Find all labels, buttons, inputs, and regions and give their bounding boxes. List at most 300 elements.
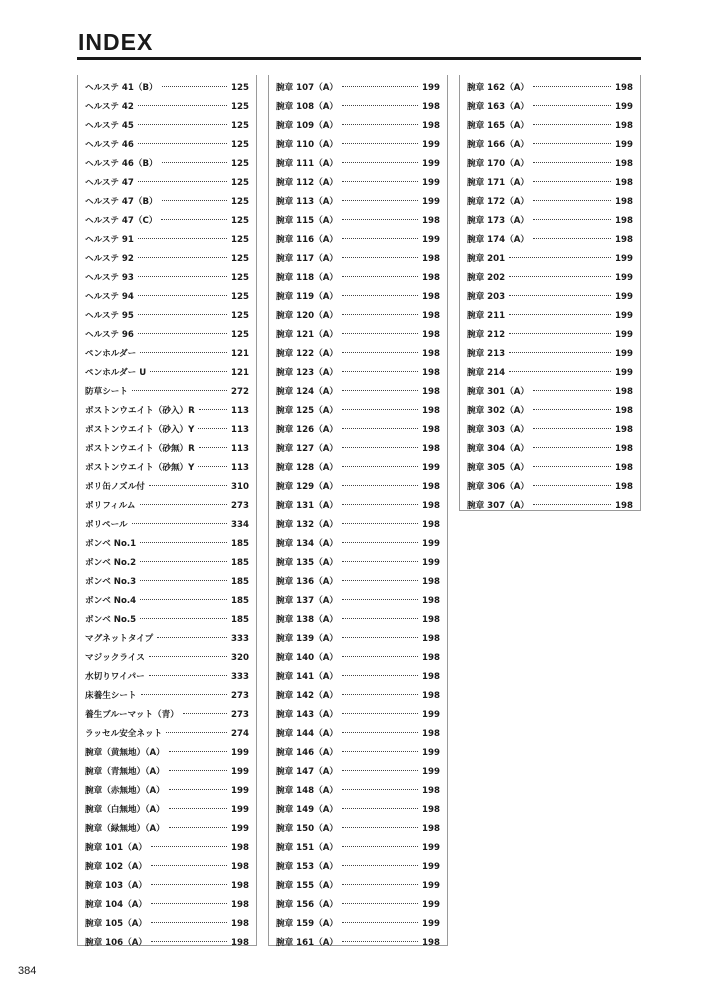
index-entry [467,383,633,402]
entry-page: 333 [231,634,249,644]
index-entry [276,535,440,554]
entry-page: 198 [615,235,633,245]
entry-page: 198 [615,197,633,207]
dot-leader [533,485,611,486]
entry-page: 198 [422,311,440,321]
index-entry [85,782,249,801]
entry-page: 198 [615,178,633,188]
entry-name: マジックライス [85,653,145,663]
index-entry [276,250,440,269]
dot-leader [342,504,418,505]
index-entry [276,402,440,421]
entry-name: ヘルステ 92 [85,254,134,264]
entry-name: 腕章 303（A） [467,425,529,435]
entry-page: 125 [231,102,249,112]
index-entry [467,231,633,250]
entry-page: 199 [422,178,440,188]
index-entry [276,136,440,155]
dot-leader [342,352,418,353]
dot-leader [169,827,227,828]
entry-name: 腕章 134（A） [276,539,338,549]
entry-name: 腕章 123（A） [276,368,338,378]
dot-leader [169,751,227,752]
entry-page: 199 [615,292,633,302]
entry-name: 腕章 142（A） [276,691,338,701]
entry-page: 198 [231,862,249,872]
entry-name: 腕章 102（A） [85,862,147,872]
dot-leader [138,181,227,182]
index-entry [467,421,633,440]
dot-leader [199,409,227,410]
index-entry [276,326,440,345]
index-entry [85,896,249,915]
entry-page: 125 [231,178,249,188]
index-entry [276,174,440,193]
index-entry [85,136,249,155]
entry-name: ペンホルダー [85,349,137,359]
entry-page: 185 [231,596,249,606]
entry-name: 腕章 211 [467,311,506,321]
entry-name: 腕章 131（A） [276,501,338,511]
dot-leader [138,333,227,334]
entry-name: 腕章 202 [467,273,506,283]
entry-page: 198 [422,273,440,283]
entry-name: ペンホルダー U [85,368,147,378]
dot-leader [166,732,227,733]
entry-name: 腕章 214 [467,368,506,378]
entry-page: 198 [231,919,249,929]
dot-leader [342,846,418,847]
index-entry [467,212,633,231]
dot-leader [342,333,418,334]
entry-page: 125 [231,140,249,150]
dot-leader [342,884,418,885]
entry-name: 腕章 162（A） [467,83,529,93]
dot-leader [342,447,418,448]
entry-page: 198 [231,938,249,948]
entry-name: 腕章 109（A） [276,121,338,131]
entry-name: ヘルステ 47 [85,178,134,188]
index-entry [276,706,440,725]
entry-page: 199 [422,843,440,853]
entry-name: 腕章 139（A） [276,634,338,644]
entry-page: 198 [422,444,440,454]
index-entry [467,250,633,269]
entry-name: 腕章 138（A） [276,615,338,625]
index-entry [85,592,249,611]
entry-page: 320 [231,653,249,663]
entry-name: 腕章（白無地）（A） [85,805,165,815]
dot-leader [533,238,611,239]
dot-leader [342,86,418,87]
entry-name: 腕章 110（A） [276,140,338,150]
dot-leader [533,504,611,505]
index-column-2 [268,75,448,946]
dot-leader [140,618,227,619]
dot-leader [198,428,227,429]
entry-name: 腕章 172（A） [467,197,529,207]
entry-page: 198 [422,577,440,587]
entry-name: マグネットタイプ [85,634,154,644]
dot-leader [149,656,227,657]
entry-page: 198 [615,406,633,416]
entry-name: 腕章 122（A） [276,349,338,359]
entry-page: 199 [422,710,440,720]
index-column-3 [459,75,641,511]
dot-leader [342,238,418,239]
dot-leader [533,466,611,467]
index-entry [276,611,440,630]
entry-page: 199 [615,330,633,340]
index-entry [85,117,249,136]
dot-leader [169,770,227,771]
entry-page: 198 [422,349,440,359]
entry-name: 腕章 121（A） [276,330,338,340]
entry-page: 199 [615,254,633,264]
index-entry [276,117,440,136]
dot-leader [342,200,418,201]
dot-leader [138,238,227,239]
entry-name: ボストンウエイト（砂入）R [85,406,195,416]
index-entry [467,497,633,516]
dot-leader [342,219,418,220]
index-entry [276,269,440,288]
index-entry [276,497,440,516]
entry-page: 310 [231,482,249,492]
dot-leader [342,827,418,828]
index-entry [85,231,249,250]
entry-page: 113 [231,425,249,435]
entry-name: 腕章 173（A） [467,216,529,226]
dot-leader [533,409,611,410]
entry-page: 198 [422,653,440,663]
index-entry [85,288,249,307]
dot-leader [161,219,227,220]
entry-name: 腕章 165（A） [467,121,529,131]
index-entry [467,402,633,421]
entry-name: 腕章 203 [467,292,506,302]
entry-name: 腕章 111（A） [276,159,338,169]
entry-name: 腕章 212 [467,330,506,340]
index-entry [85,554,249,573]
entry-page: 198 [422,102,440,112]
dot-leader [342,808,418,809]
title-rule [77,57,641,60]
entry-page: 198 [422,121,440,131]
entry-page: 199 [422,919,440,929]
entry-name: 腕章 108（A） [276,102,338,112]
entry-page: 198 [231,881,249,891]
entry-page: 199 [422,83,440,93]
index-entry [276,687,440,706]
entry-page: 198 [615,444,633,454]
dot-leader [533,105,611,106]
dot-leader [342,713,418,714]
dot-leader [138,257,227,258]
entry-name: 腕章 136（A） [276,577,338,587]
dot-leader [162,162,227,163]
entry-name: 腕章 113（A） [276,197,338,207]
dot-leader [342,542,418,543]
index-entry [85,687,249,706]
entry-page: 333 [231,672,249,682]
entry-name: ヘルステ 45 [85,121,134,131]
entry-name: 腕章 150（A） [276,824,338,834]
entry-name: ポリペール [85,520,128,530]
entry-name: 腕章 159（A） [276,919,338,929]
dot-leader [342,371,418,372]
index-entry [276,725,440,744]
dot-leader [150,371,227,372]
entry-name: ヘルステ 46 [85,140,134,150]
index-entry [85,402,249,421]
dot-leader [162,200,227,201]
dot-leader [509,352,611,353]
index-entry [85,516,249,535]
index-entry [276,592,440,611]
entry-page: 199 [231,786,249,796]
dot-leader [342,561,418,562]
entry-page: 198 [422,938,440,948]
dot-leader [533,86,611,87]
entry-page: 198 [422,729,440,739]
dot-leader [342,295,418,296]
dot-leader [342,922,418,923]
entry-name: 腕章 117（A） [276,254,338,264]
entry-name: 腕章 156（A） [276,900,338,910]
dot-leader [138,295,227,296]
entry-name: ヘルステ 96 [85,330,134,340]
index-entry [467,98,633,117]
index-entry [85,820,249,839]
dot-leader [140,599,227,600]
entry-list [276,79,440,953]
entry-name: 腕章 171（A） [467,178,529,188]
dot-leader [199,447,227,448]
entry-page: 198 [615,463,633,473]
entry-page: 272 [231,387,249,397]
entry-name: 腕章 141（A） [276,672,338,682]
entry-name: 腕章 106（A） [85,938,147,948]
entry-page: 199 [615,349,633,359]
entry-page: 113 [231,444,249,454]
index-entry [85,79,249,98]
entry-name: ヘルステ 42 [85,102,134,112]
entry-name: ヘルステ 47（B） [85,197,158,207]
entry-page: 113 [231,463,249,473]
entry-name: 腕章 129（A） [276,482,338,492]
dot-leader [151,846,227,847]
dot-leader [149,675,227,676]
index-entry [85,763,249,782]
entry-page: 199 [422,748,440,758]
entry-name: 腕章 166（A） [467,140,529,150]
dot-leader [533,447,611,448]
entry-page: 198 [422,254,440,264]
index-entry [85,573,249,592]
entry-name: 腕章 101（A） [85,843,147,853]
index-entry [276,934,440,953]
index-entry [85,326,249,345]
dot-leader [509,314,611,315]
entry-page: 198 [422,691,440,701]
index-entry [85,459,249,478]
index-entry [85,915,249,934]
entry-name: 腕章 201 [467,254,506,264]
index-entry [276,668,440,687]
entry-page: 198 [422,501,440,511]
dot-leader [533,162,611,163]
entry-name: 腕章 120（A） [276,311,338,321]
index-entry [85,440,249,459]
entry-name: ポリ缶ノズル付 [85,482,145,492]
dot-leader [140,542,227,543]
entry-name: 腕章 107（A） [276,83,338,93]
dot-leader [342,124,418,125]
entry-page: 199 [231,767,249,777]
index-entry [85,307,249,326]
entry-page: 199 [422,881,440,891]
index-entry [467,79,633,98]
entry-name: 腕章 140（A） [276,653,338,663]
entry-name: 腕章 112（A） [276,178,338,188]
dot-leader [342,390,418,391]
entry-name: 腕章 307（A） [467,501,529,511]
entry-page: 199 [422,558,440,568]
index-entry [467,136,633,155]
index-entry [467,155,633,174]
entry-name: 腕章 126（A） [276,425,338,435]
entry-name: 腕章 115（A） [276,216,338,226]
entry-name: ボストンウエイト（砂入）Y [85,425,195,435]
index-column-1 [77,75,257,946]
dot-leader [342,903,418,904]
entry-page: 198 [422,786,440,796]
entry-page: 198 [615,482,633,492]
entry-name: 腕章 174（A） [467,235,529,245]
entry-page: 125 [231,330,249,340]
entry-name: 腕章 104（A） [85,900,147,910]
dot-leader [342,143,418,144]
index-entry [85,725,249,744]
entry-page: 198 [422,406,440,416]
entry-page: 198 [422,387,440,397]
entry-name: 腕章 302（A） [467,406,529,416]
dot-leader [140,561,227,562]
entry-name: 床養生シート [85,691,137,701]
dot-leader [342,105,418,106]
entry-list [85,79,249,953]
entry-name: ボンベ No.5 [85,615,137,625]
dot-leader [342,751,418,752]
entry-page: 199 [231,748,249,758]
entry-page: 198 [422,368,440,378]
entry-name: ボンベ No.2 [85,558,137,568]
entry-name: 腕章 151（A） [276,843,338,853]
dot-leader [342,637,418,638]
index-entry [85,193,249,212]
dot-leader [140,352,227,353]
index-entry [85,877,249,896]
index-entry [276,155,440,174]
entry-page: 125 [231,197,249,207]
entry-name: 腕章 137（A） [276,596,338,606]
entry-page: 198 [422,292,440,302]
entry-page: 273 [231,501,249,511]
entry-page: 199 [615,311,633,321]
index-entry [467,288,633,307]
entry-name: 腕章 143（A） [276,710,338,720]
entry-name: 腕章 304（A） [467,444,529,454]
dot-leader [342,656,418,657]
index-entry [85,858,249,877]
dot-leader [342,162,418,163]
dot-leader [138,124,227,125]
dot-leader [533,200,611,201]
dot-leader [342,523,418,524]
entry-name: 水切りワイパー [85,672,145,682]
entry-page: 198 [422,672,440,682]
dot-leader [342,314,418,315]
entry-page: 198 [615,216,633,226]
index-entry [467,440,633,459]
entry-page: 199 [422,140,440,150]
entry-name: ポリフィルム [85,501,136,511]
dot-leader [151,865,227,866]
dot-leader [149,485,227,486]
entry-page: 199 [615,102,633,112]
entry-page: 199 [231,824,249,834]
dot-leader [533,219,611,220]
entry-page: 125 [231,273,249,283]
dot-leader [342,732,418,733]
entry-page: 121 [231,368,249,378]
index-entry [276,820,440,839]
index-entry [467,269,633,288]
entry-page: 125 [231,254,249,264]
entry-name: 腕章 149（A） [276,805,338,815]
index-entry [276,744,440,763]
entry-name: 腕章（赤無地）（A） [85,786,165,796]
entry-name: 腕章 132（A） [276,520,338,530]
entry-name: 腕章 124（A） [276,387,338,397]
index-entry [85,364,249,383]
entry-page: 198 [422,596,440,606]
entry-page: 185 [231,539,249,549]
index-entry [276,288,440,307]
index-entry [85,345,249,364]
index-entry [85,535,249,554]
entry-page: 199 [231,805,249,815]
index-entry [85,630,249,649]
entry-page: 199 [422,197,440,207]
entry-page: 199 [615,368,633,378]
dot-leader [509,371,611,372]
index-entry [467,307,633,326]
entry-page: 274 [231,729,249,739]
entry-name: 腕章 155（A） [276,881,338,891]
entry-name: ヘルステ 93 [85,273,134,283]
dot-leader [151,922,227,923]
index-entry [276,554,440,573]
entry-name: 腕章（青無地）（A） [85,767,165,777]
entry-page: 125 [231,292,249,302]
dot-leader [140,580,227,581]
entry-name: 腕章 170（A） [467,159,529,169]
entry-name: 腕章（緑無地）（A） [85,824,165,834]
entry-page: 198 [422,425,440,435]
dot-leader [342,181,418,182]
